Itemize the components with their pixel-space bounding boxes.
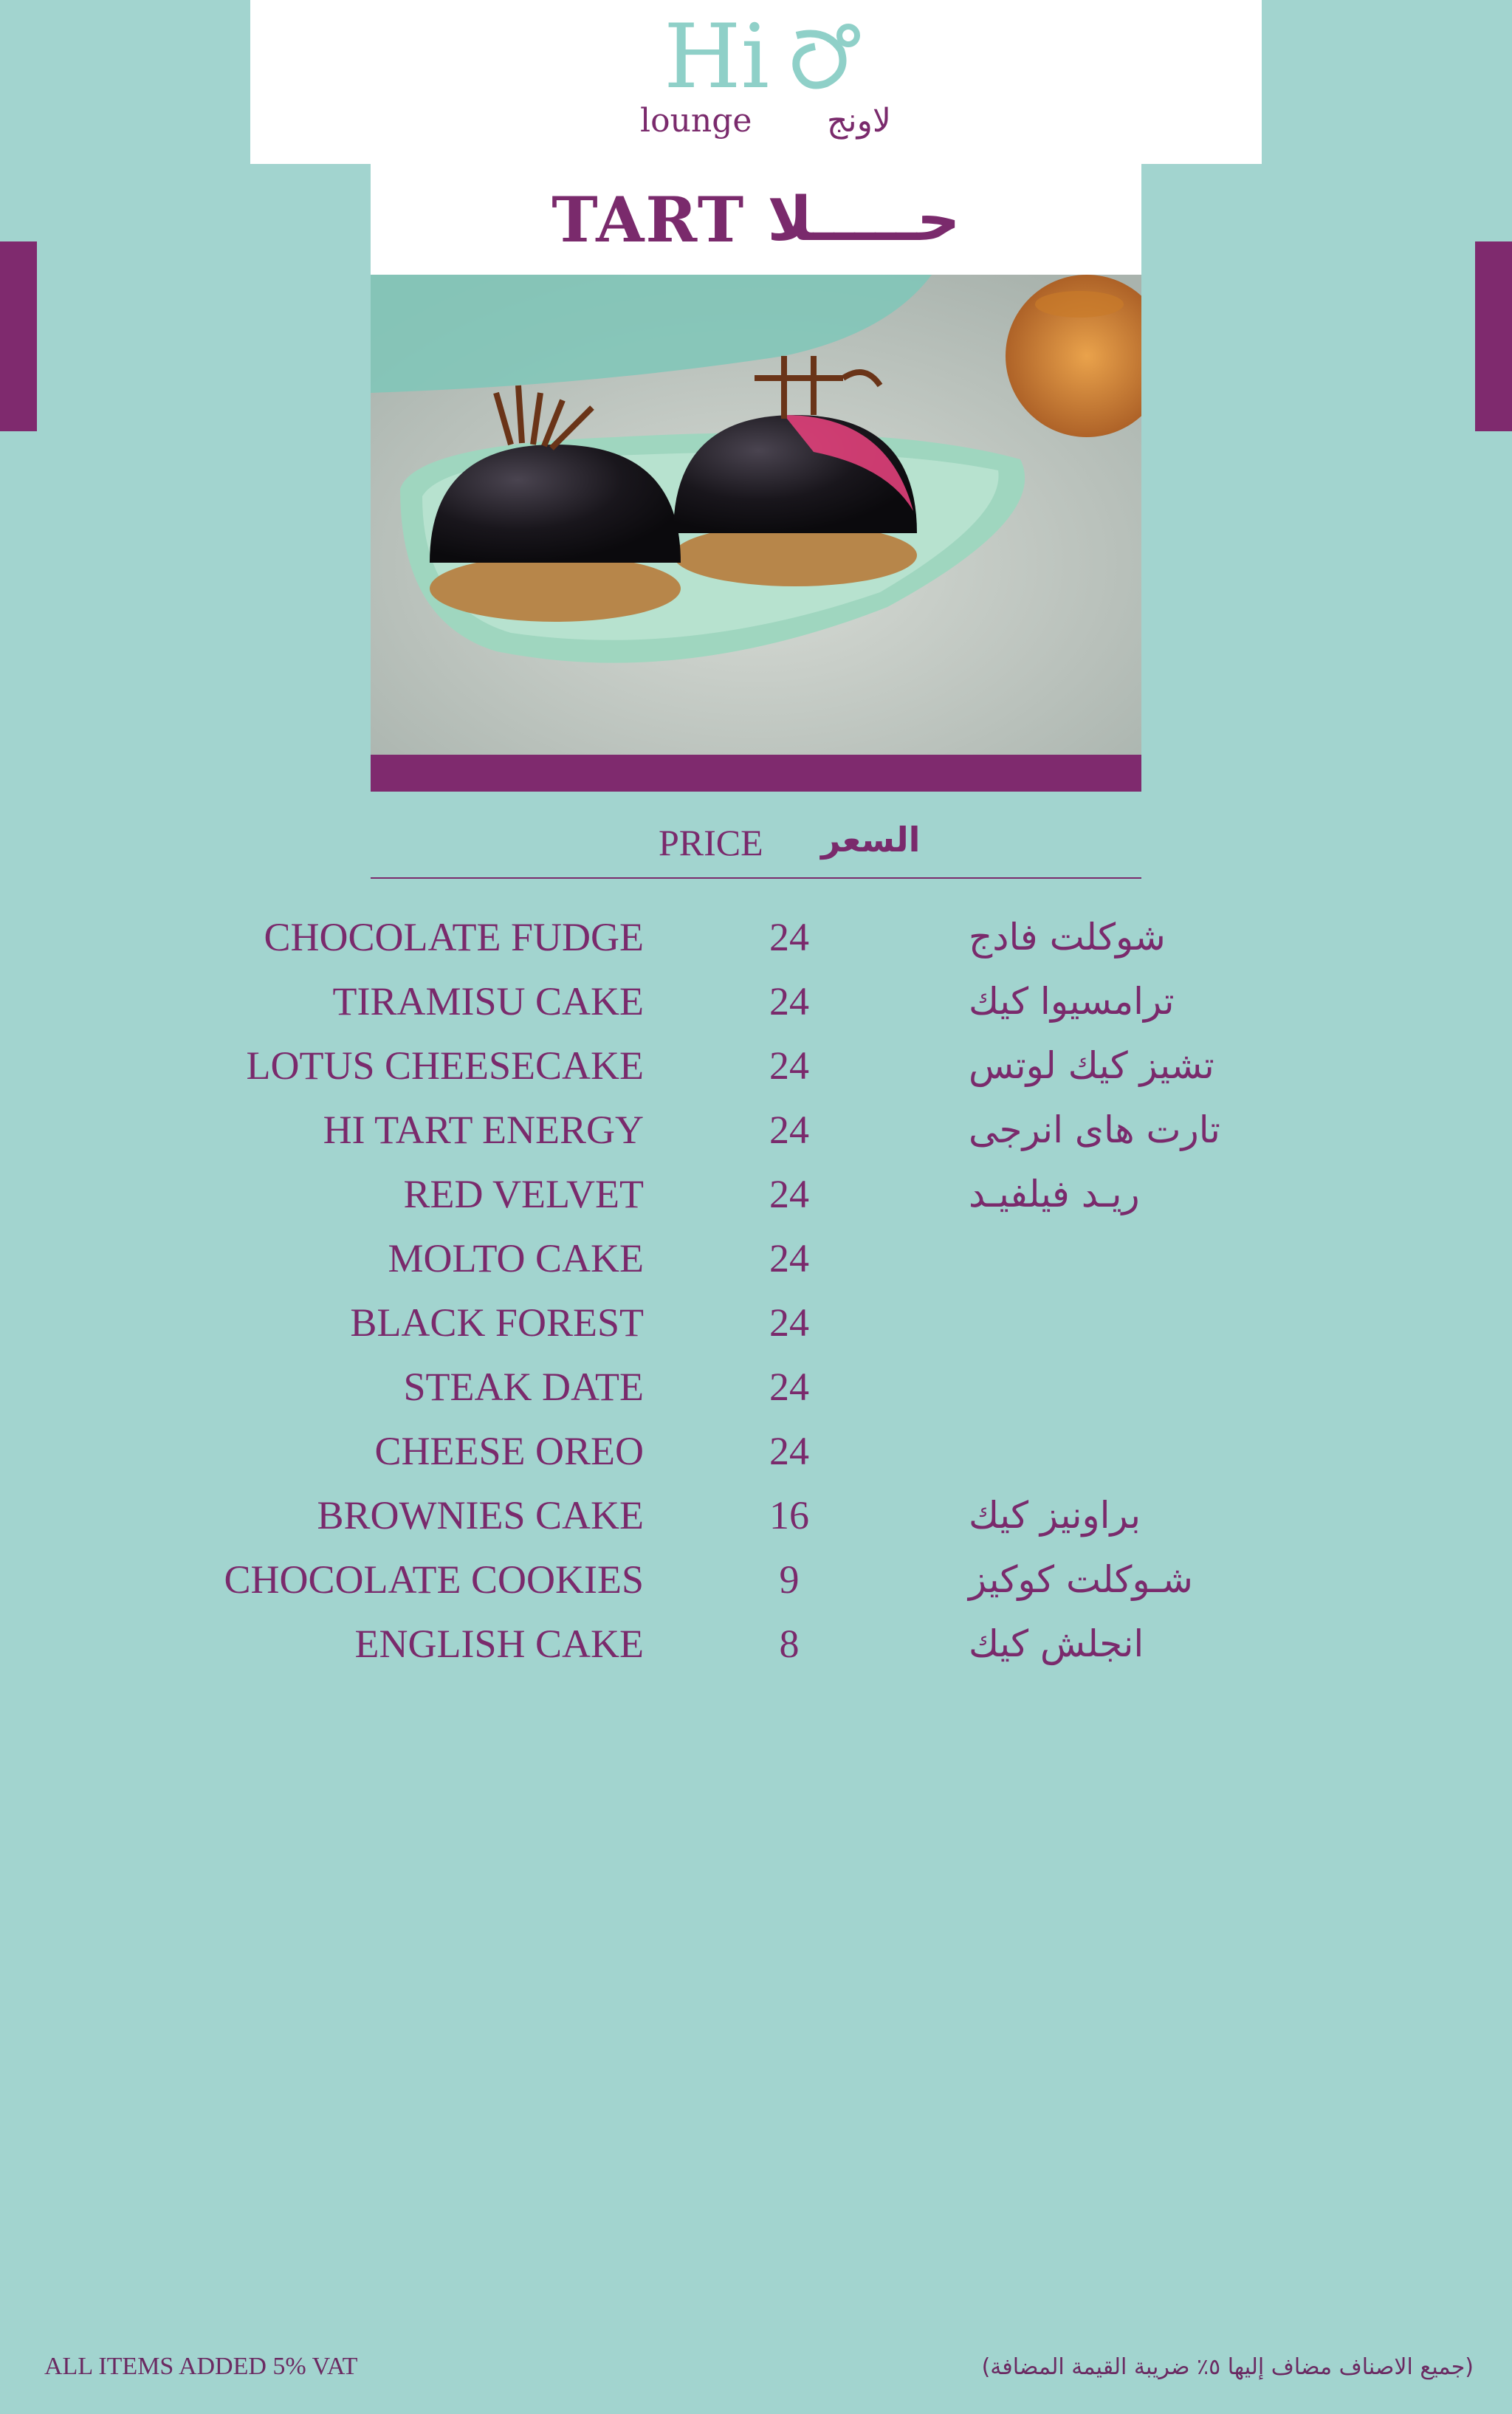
menu-item bbox=[0, 1100, 1512, 1159]
logo-sub-ar: لاونج bbox=[827, 102, 891, 140]
item-name-ar: براونيز كيك bbox=[969, 1494, 1141, 1537]
item-name-ar: ريـد فيلفيـد bbox=[969, 1173, 1140, 1215]
item-price: 24 bbox=[769, 1172, 809, 1216]
item-name-en: MOLTO CAKE bbox=[388, 1236, 644, 1280]
title-en: TART bbox=[551, 182, 746, 256]
item-price: 16 bbox=[769, 1493, 809, 1537]
menu-item bbox=[0, 1293, 1512, 1352]
vat-note-en: ALL ITEMS ADDED 5% VAT bbox=[44, 2353, 358, 2380]
menu-item bbox=[0, 1486, 1512, 1545]
item-price: 9 bbox=[779, 1557, 800, 1602]
item-price: 24 bbox=[769, 1365, 809, 1409]
item-name-ar: شوكلت فادج bbox=[969, 916, 1166, 959]
item-name-en: CHEESE OREO bbox=[374, 1429, 644, 1473]
menu-item bbox=[0, 1036, 1512, 1095]
item-name-ar: تارت هاى انرجى bbox=[969, 1108, 1220, 1151]
item-price: 24 bbox=[769, 1236, 809, 1280]
menu-item bbox=[0, 972, 1512, 1031]
item-name-en: LOTUS CHEESECAKE bbox=[246, 1043, 644, 1088]
menu-item bbox=[0, 1614, 1512, 1673]
item-price: 24 bbox=[769, 1108, 809, 1152]
item-name-en: BROWNIES CAKE bbox=[317, 1493, 644, 1537]
item-name-en: RED VELVET bbox=[403, 1172, 644, 1216]
logo-text: Hi bbox=[664, 13, 770, 102]
menu-item bbox=[0, 1550, 1512, 1609]
logo-sub-en: lounge bbox=[640, 102, 752, 140]
item-price: 24 bbox=[769, 1429, 809, 1473]
price-header bbox=[371, 818, 1141, 879]
menu-item bbox=[0, 1165, 1512, 1224]
item-name-en: TIRAMISU CAKE bbox=[332, 979, 644, 1023]
item-price: 8 bbox=[779, 1622, 800, 1666]
section-title bbox=[371, 164, 1141, 275]
menu-item bbox=[0, 1357, 1512, 1416]
item-name-ar: تشيز كيك لوتس bbox=[969, 1044, 1214, 1087]
price-header-ar: السعر bbox=[821, 820, 921, 860]
left-accent-bar bbox=[0, 241, 37, 431]
vat-note-ar: (جميع الاصناف مضاف إليها ٥٪ ضريبة القيمة المضافة) bbox=[981, 2354, 1474, 2380]
title-ar: حـــــلا bbox=[767, 184, 961, 255]
item-name-ar: ترامسيوا كيك bbox=[969, 980, 1175, 1023]
item-name-ar: انجلش كيك bbox=[969, 1622, 1144, 1665]
item-name-en: ENGLISH CAKE bbox=[354, 1622, 644, 1666]
menu-item bbox=[0, 1422, 1512, 1481]
item-name-ar: شـوكلت كوكيز bbox=[969, 1558, 1193, 1601]
item-name-en: STEAK DATE bbox=[403, 1365, 644, 1409]
item-price: 24 bbox=[769, 915, 809, 959]
item-price: 24 bbox=[769, 1300, 809, 1345]
right-accent-bar bbox=[1475, 241, 1512, 431]
logo-panel bbox=[250, 0, 1262, 164]
price-header-en: PRICE bbox=[659, 822, 763, 863]
menu-item bbox=[0, 908, 1512, 967]
logo-subtitle bbox=[640, 102, 891, 140]
item-name-en: CHOCOLATE FUDGE bbox=[264, 915, 644, 959]
item-price: 24 bbox=[769, 979, 809, 1023]
menu-item bbox=[0, 1229, 1512, 1288]
item-name-en: BLACK FOREST bbox=[350, 1300, 644, 1345]
item-name-en: HI TART ENERGY bbox=[323, 1108, 644, 1152]
item-price: 24 bbox=[769, 1043, 809, 1088]
dessert-photo bbox=[371, 275, 1141, 755]
item-name-en: CHOCOLATE COOKIES bbox=[224, 1557, 644, 1602]
photo-accent-strip bbox=[371, 755, 1141, 792]
hi-logo-mark bbox=[649, 13, 885, 102]
